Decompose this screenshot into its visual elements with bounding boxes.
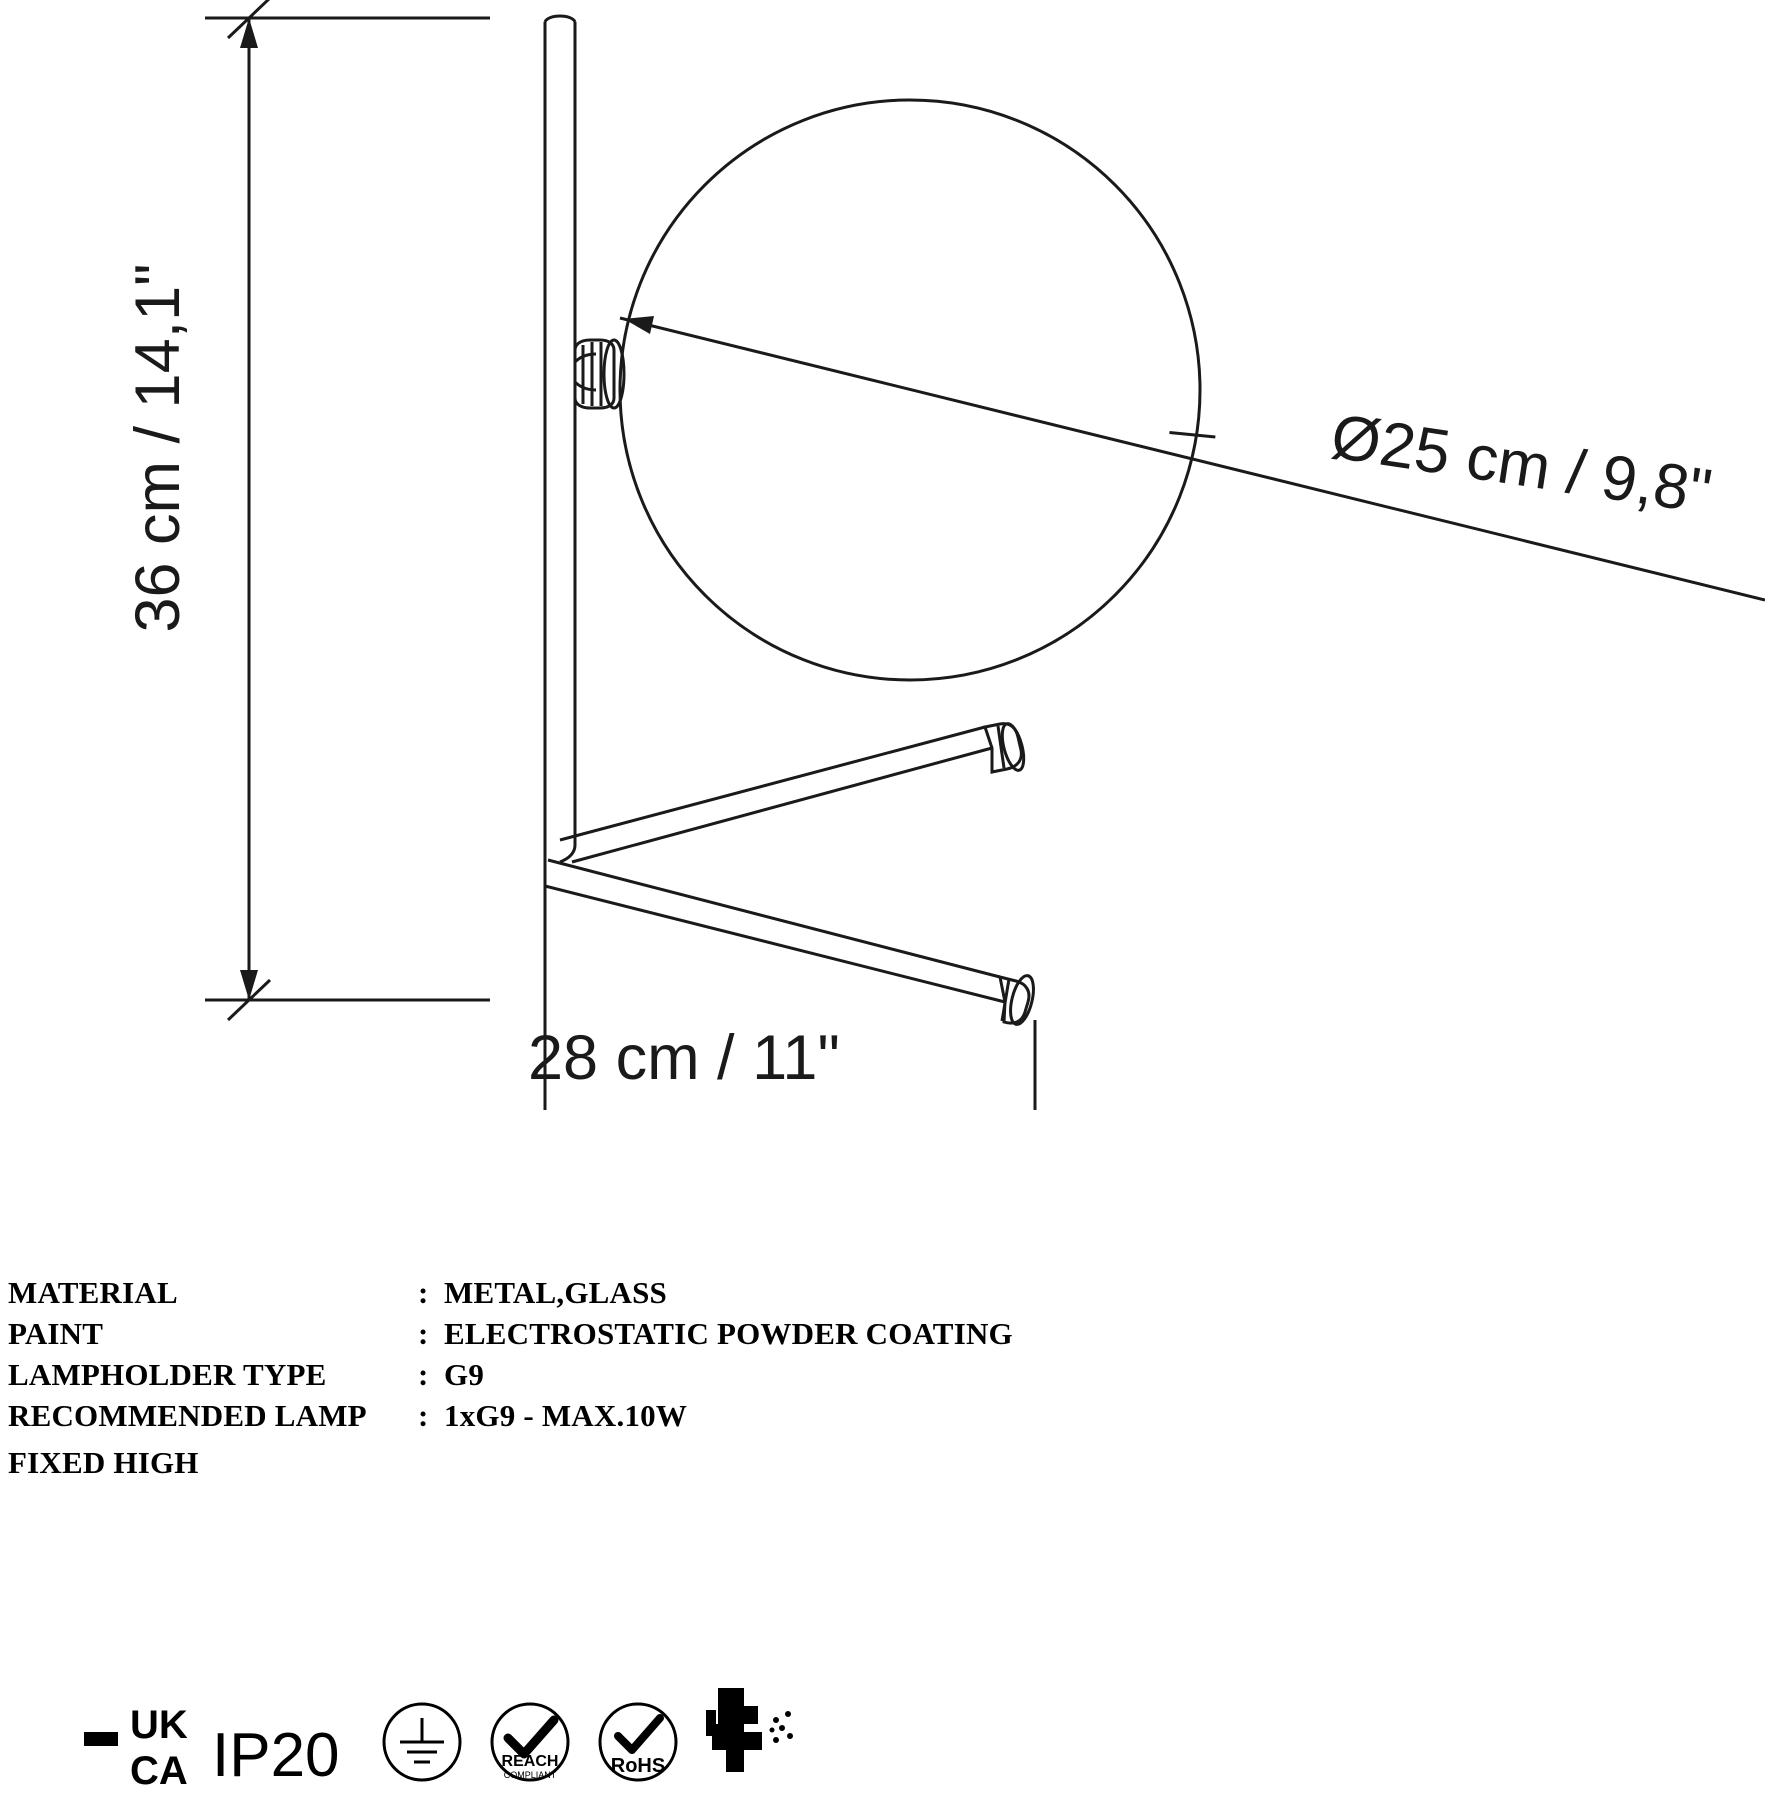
ce-mark-icon bbox=[0, 1696, 118, 1784]
spec-value: METAL,GLASS bbox=[444, 1275, 667, 1310]
spec-row bbox=[8, 1272, 1208, 1313]
spec-row bbox=[8, 1395, 1208, 1436]
spec-value: ELECTROSTATIC POWDER COATING bbox=[444, 1316, 1013, 1351]
lamp-vertical-post bbox=[545, 16, 575, 852]
spec-label: PAINT bbox=[8, 1316, 104, 1351]
ip-rating-label: IP20 bbox=[212, 1721, 340, 1790]
spec-label: LAMPHOLDER TYPE bbox=[8, 1357, 327, 1392]
spec-row bbox=[8, 1354, 1208, 1395]
spec-row bbox=[8, 1313, 1208, 1354]
ukca-line1: UK bbox=[130, 1703, 188, 1747]
lamp-base-lower-leg bbox=[545, 860, 1038, 1027]
lamp-socket bbox=[575, 340, 624, 408]
reach-badge-icon bbox=[492, 1704, 568, 1780]
dimension-width-label: 28 cm / 11" bbox=[528, 1023, 840, 1093]
dimension-diameter-label: Ø25 cm / 9,8" bbox=[1326, 401, 1716, 528]
ukca-mark-icon bbox=[130, 1703, 188, 1793]
ukca-line2: CA bbox=[130, 1749, 188, 1793]
rohs-badge-icon bbox=[600, 1704, 676, 1780]
protective-earth-icon bbox=[384, 1704, 460, 1780]
reach-label-line1: REACH bbox=[501, 1753, 559, 1770]
lamp-base-upper-leg bbox=[560, 721, 1028, 862]
dimension-height-line bbox=[228, 0, 270, 1020]
spec-value: 1xG9 - MAX.10W bbox=[444, 1398, 688, 1433]
spec-colon: : bbox=[418, 1316, 429, 1351]
spec-colon: : bbox=[418, 1357, 429, 1392]
spec-label: RECOMMENDED LAMP bbox=[8, 1398, 367, 1433]
spec-label: MATERIAL bbox=[8, 1275, 178, 1310]
reach-label-line2: COMPLIANT bbox=[503, 1770, 557, 1780]
spec-value: G9 bbox=[444, 1357, 485, 1392]
spec-colon: : bbox=[418, 1398, 429, 1433]
dimension-height-label: 36 cm / 14,1" bbox=[123, 263, 193, 633]
spec-colon: : bbox=[418, 1275, 429, 1310]
spec-note: FIXED HIGH bbox=[8, 1445, 199, 1480]
certification-badges bbox=[0, 1680, 800, 1800]
spray-gun-icon bbox=[706, 1688, 793, 1772]
rohs-label: RoHS bbox=[610, 1755, 666, 1777]
specification-list bbox=[8, 1272, 1208, 1483]
